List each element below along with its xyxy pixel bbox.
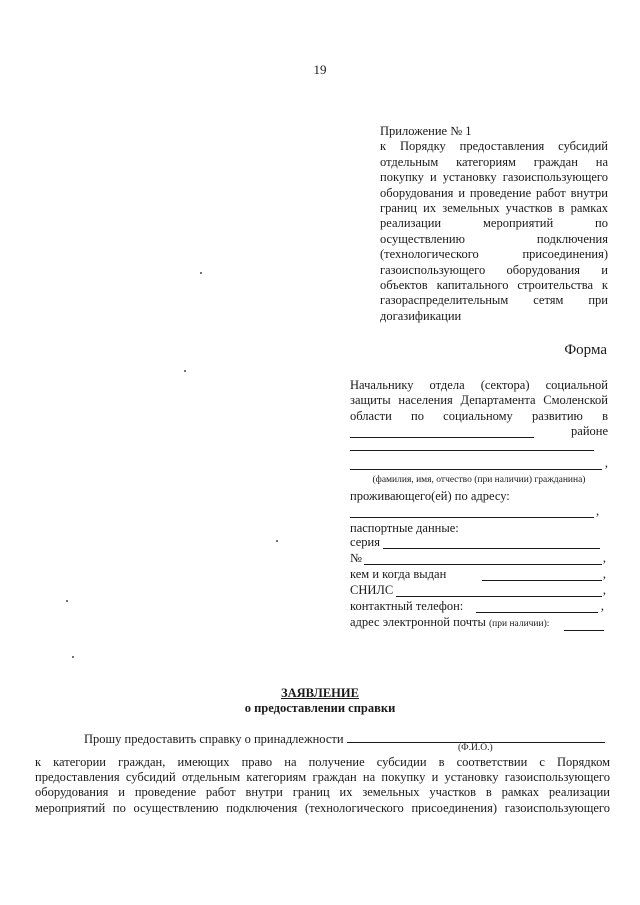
blank-underline — [350, 450, 594, 451]
body-line: мероприятий по осуществлению подключения (технологического присоединения) газоиспользующего — [35, 800, 610, 815]
series-field[interactable] — [350, 536, 608, 552]
scan-speck — [276, 540, 278, 542]
body-line: к категории граждан, имеющих право на получение субсидии в соответствии с Порядком — [35, 755, 610, 769]
email-note: (при наличии): — [488, 619, 550, 630]
email-underline — [564, 630, 604, 631]
comma: , — [602, 583, 606, 598]
comma: , — [602, 567, 606, 582]
passport-header: паспортные данные: — [350, 521, 459, 536]
issued-field[interactable] — [350, 568, 608, 584]
phone-label: контактный телефон: — [350, 599, 464, 614]
district-underline — [350, 437, 534, 438]
appendix-line: к Порядку предоставления субсидий — [380, 139, 608, 154]
issued-label: кем и когда выдан — [350, 567, 447, 582]
email-label-wrap — [350, 615, 549, 632]
number-field[interactable] — [350, 552, 608, 568]
snils-label: СНИЛС — [350, 583, 394, 598]
name-underline — [350, 469, 602, 470]
appendix-line: покупку и установку газоиспользующего — [380, 170, 608, 185]
district-suffix: районе — [571, 423, 608, 438]
issued-underline — [482, 580, 602, 581]
appendix-line: объектов капитального строительства к — [380, 278, 608, 293]
form-label: Форма — [564, 342, 607, 358]
page-number: 19 — [313, 62, 327, 77]
addressee-block — [350, 378, 608, 634]
scan-speck — [72, 656, 74, 658]
appendix-line: газоиспользующего оборудования и — [380, 262, 608, 277]
statement-title — [0, 686, 640, 701]
district-field[interactable] — [350, 424, 608, 441]
scan-speck — [66, 600, 68, 602]
address-field[interactable] — [350, 504, 608, 521]
addressee-line: области по социальному развитию в — [350, 408, 608, 423]
comma: , — [604, 455, 608, 470]
appendix-line: газораспределительным сетям при — [380, 293, 608, 308]
fio-underline — [347, 730, 605, 743]
appendix-line: реализации мероприятий по — [380, 216, 608, 231]
fio-caption: (Ф.И.О.) — [458, 743, 493, 753]
series-underline — [383, 548, 600, 549]
statement-body — [35, 755, 610, 816]
residing-label: проживающего(ей) по адресу: — [350, 488, 510, 503]
appendix-line: оборудования и проведение работ внутри — [380, 185, 608, 200]
blank-line-1[interactable] — [350, 441, 608, 454]
statement-title-text: ЗАЯВЛЕНИЕ — [281, 686, 359, 700]
appendix-header — [380, 124, 608, 324]
comma: , — [602, 551, 606, 566]
appendix-line: осуществлению подключения — [380, 231, 608, 246]
snils-field[interactable] — [350, 584, 608, 600]
statement-subtitle: о предоставлении справки — [244, 701, 396, 715]
request-line[interactable] — [84, 730, 610, 747]
addressee-line: защиты населения Департамента Смоленской — [350, 393, 608, 408]
snils-underline — [396, 596, 602, 597]
appendix-line: догазификации — [380, 308, 462, 323]
addressee-line: Начальнику отдела (сектора) социальной — [350, 378, 608, 392]
name-caption: (фамилия, имя, отчество (при наличии) гражданина) — [372, 475, 586, 486]
number-underline — [364, 564, 602, 565]
body-line: оборудования и проведение работ внутри границ их земельных участков в рамках реализации — [35, 785, 610, 800]
appendix-line: (технологического присоединения) — [380, 247, 608, 262]
scan-speck — [184, 370, 186, 372]
name-field[interactable] — [350, 454, 608, 473]
request-text: Прошу предоставить справку о принадлежности — [84, 732, 344, 746]
appendix-line: отдельным категориям граждан на — [380, 154, 608, 169]
phone-underline — [476, 612, 598, 613]
comma: , — [600, 599, 604, 614]
email-field[interactable] — [350, 616, 608, 634]
appendix-line: границ их земельных участков в рамках — [380, 201, 608, 216]
phone-field[interactable] — [350, 600, 608, 616]
email-label: адрес электронной почты — [350, 615, 486, 630]
series-label: серия — [350, 535, 380, 550]
scan-speck — [200, 272, 202, 274]
address-underline — [350, 517, 594, 518]
number-label: № — [350, 551, 362, 566]
comma: , — [596, 503, 600, 518]
appendix-title: Приложение № 1 — [380, 124, 472, 138]
body-line: предоставления субсидий отдельным категориям граждан на покупку и установку газоиспользующего — [35, 770, 610, 785]
